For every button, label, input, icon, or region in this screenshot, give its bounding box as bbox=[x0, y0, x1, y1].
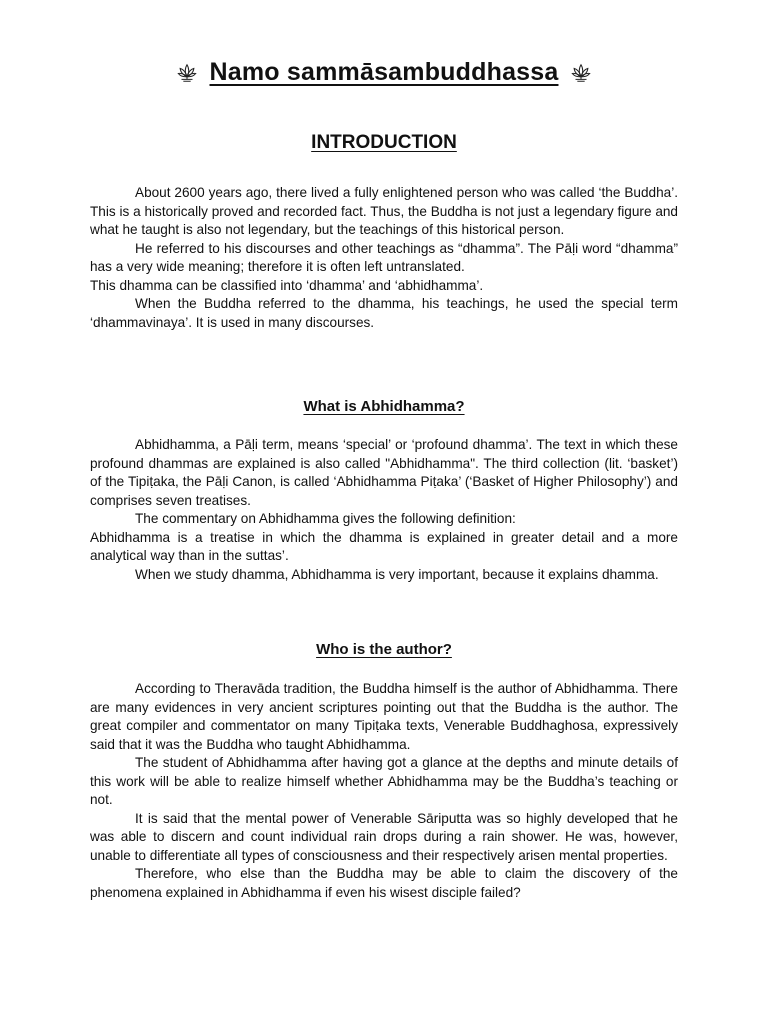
paragraph: When we study dhamma, Abhidhamma is very important, because it explains dhamma. bbox=[135, 566, 659, 582]
title-row bbox=[90, 58, 678, 87]
paragraph: About 2600 years ago, there lived a fully enlightened person who was called ‘the Buddha’. This is a historically proved and recorded fact. Thus, the Buddha is not just a legendary figure and what he taught is also not legendary, but the teachings of this historical person. bbox=[90, 185, 678, 237]
paragraph: Abhidhamma is a treatise in which the dhamma is explained in greater detail and a more analytical way than in the suttas’. bbox=[90, 529, 678, 563]
paragraph: Therefore, who else than the Buddha may be able to claim the discovery of the phenomena explained in Abhidhamma if even his wisest disciple failed? bbox=[90, 866, 678, 900]
paragraph: The student of Abhidhamma after having got a glance at the depths and minute details of this work will be able to realize himself whether Abhidhamma may be the Buddha’s teaching or not. bbox=[90, 755, 678, 807]
introduction-text bbox=[90, 184, 678, 332]
paragraph: The commentary on Abhidhamma gives the following definition: bbox=[135, 511, 516, 526]
who-is-author-text bbox=[90, 680, 678, 902]
paragraph: When the Buddha referred to the dhamma, his teachings, he used the special term ‘dhammavinaya’. It is used in many discourses. bbox=[90, 296, 678, 330]
what-is-abhidhamma-text bbox=[90, 436, 678, 584]
paragraph: This dhamma can be classified into ‘dhamma’ and ‘abhidhamma’. bbox=[90, 277, 484, 293]
lotus-icon bbox=[570, 62, 592, 84]
paragraph: According to Theravāda tradition, the Buddha himself is the author of Abhidhamma. There are many evidences in very ancient scriptures pointing out that the Buddha is the author. The great compiler and commentator on many Tipiṭaka texts, Venerable Buddhaghosa, expressively said that it was the Buddha who taught Abhidhamma. bbox=[90, 681, 678, 752]
section-heading-what-is-abhidhamma: What is Abhidhamma? bbox=[303, 398, 465, 415]
lotus-icon bbox=[176, 62, 198, 84]
paragraph: It is said that the mental power of Venerable Sāriputta was so highly developed that he was able to discern and count individual rain drops during a rain shower. He was, however, unable to differentiate all types of consciousness and their respectively arisen mental properties. bbox=[90, 810, 678, 863]
paragraph: Abhidhamma, a Pāḷi term, means ‘special’ or ‘profound dhamma’. The text in which these profound dhammas are explained is also called "Abhidhamma". The third collection (lit. ‘basket’) of the Tipiṭaka, the Pāḷi Canon, is called ‘Abhidhamma Piṭaka’ (‘Basket of Higher Philosophy’) and comprises seven treatises. bbox=[90, 437, 678, 508]
paragraph: He referred to his discourses and other teachings as “dhamma”. The Pāḷi word “dhamma” has a very wide meaning; therefore it is often left untranslated. bbox=[90, 240, 678, 274]
main-title: Namo sammāsambuddhassa bbox=[209, 58, 559, 86]
section-heading-who-is-the-author: Who is the author? bbox=[316, 641, 452, 658]
section-heading-introduction: INTRODUCTION bbox=[311, 132, 457, 153]
